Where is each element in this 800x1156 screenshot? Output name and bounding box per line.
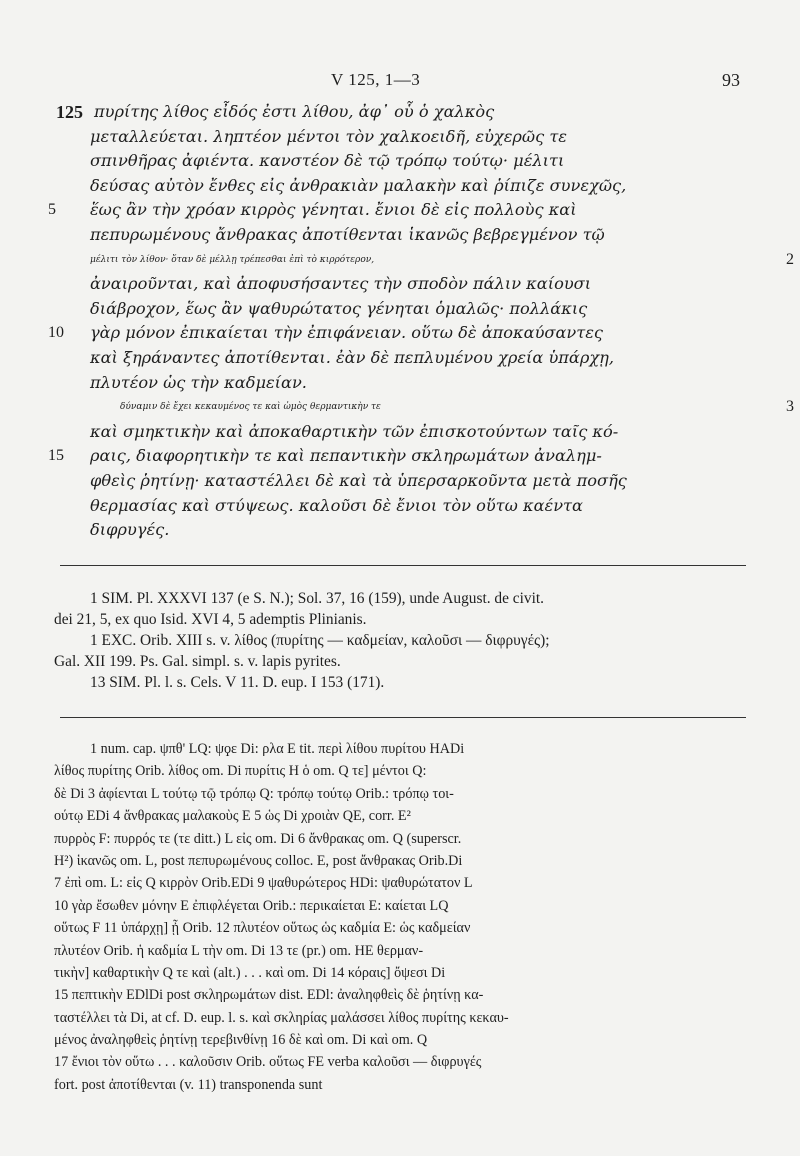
line-text: καὶ σμηκτικὴν καὶ ἀποκαθαρτικὴν τῶν ἐπισκοτούντων ταῖς κό- — [90, 421, 619, 441]
divider-rule — [60, 565, 746, 566]
text-line — [56, 248, 794, 273]
margin-number: 3 — [786, 398, 794, 416]
margin-number: 2 — [786, 250, 794, 268]
source-line: dei 21, 5, ex quo Isid. XVI 4, 5 ademptis Plinianis. — [54, 611, 367, 628]
text-line — [56, 149, 756, 174]
apparatus-line: μένος ἀναληφθεὶς ῥητίνῃ τερεβινθίνῃ 16 δὲ καὶ om. Di καὶ om. Q — [54, 1032, 428, 1049]
text-line — [56, 272, 756, 297]
line-text: πυρίτης λίθος εἶδός ἐστι λίθου, ἀφ᾽ οὗ ὁ χαλκὸς — [94, 102, 495, 121]
line-text: φθεὶς ῥητίνῃ· καταστέλλει δὲ καὶ τὰ ὑπερσαρκοῦντα μετὰ ποσῆς — [90, 470, 627, 490]
page-number: 93 — [722, 70, 740, 90]
apparatus-line: οὕτως F 11 ὑπάρχῃ] ᾖ Orib. 12 πλυτέον οὕτως ὡς καδμία E: ὡς καδμείαν — [54, 920, 471, 937]
critical-apparatus — [54, 738, 754, 1096]
line-text: μεταλλεύεται. ληπτέον μέντοι τὸν χαλκοειδῆ, εὐχερῶς τε — [90, 126, 567, 146]
source-line: 1 EXC. Orib. XIII s. v. λίθος (πυρίτης — καδμείαν, καλοῦσι — διφρυγές); — [90, 632, 550, 649]
line-number: 10 — [48, 324, 64, 342]
line-text: ραις, διαφορητικὴν τε καὶ πεπαντικὴν σκληρωμάτων ἀναλημ- — [90, 446, 602, 466]
source-line: 13 SIM. Pl. l. s. Cels. V 11. D. eup. I 153 (171). — [90, 674, 385, 691]
line-text: καὶ ξηράναντες ἀποτίθενται. ἐὰν δὲ πεπλυμένου χρεία ὑπάρχῃ, — [90, 347, 615, 367]
source-line: 1 SIM. Pl. XXXVI 137 (e S. N.); Sol. 37, 16 (159), unde August. de civit. — [90, 590, 545, 607]
apparatus-line: 15 πεπτικὴν EDlDi post σκληρωμάτων dist. EDl: ἀναληφθεὶς δὲ ῥητίνῃ κα- — [54, 987, 484, 1004]
apparatus-line: fort. post ἀποτίθενται (v. 11) transponenda sunt — [54, 1076, 323, 1093]
text-line — [56, 395, 794, 420]
text-line — [56, 100, 756, 125]
page-header — [0, 70, 800, 94]
text-line — [56, 420, 756, 445]
apparatus-line: τικὴν] καθαρτικὴν Q τε καὶ (alt.) . . . καὶ om. Di 14 κόραις] ὄψεσι Di — [54, 964, 446, 981]
divider-rule — [60, 717, 746, 718]
apparatus-line: ούτῳ EDi 4 ἄνθρακας μαλακοὺς E 5 ὡς Di χροιὰν QE, corr. E² — [54, 808, 411, 825]
line-text: πλυτέον ὡς τὴν καδμείαν. — [90, 372, 307, 392]
apparatus-line: 10 γὰρ ἔσωθεν μόνην E ἐπιφλέγεται Orib.: περικαίεται E: καίεται LQ — [54, 897, 449, 914]
line-number: 15 — [48, 447, 64, 465]
line-text: θερμασίας καὶ στύψεως. καλοῦσι δὲ ἔνιοι τὸν οὕτω καέντα — [90, 495, 583, 515]
text-line — [56, 371, 756, 396]
text-line — [56, 223, 756, 248]
apparatus-line: ταστέλλει τὰ Di, at cf. D. eup. l. s. καὶ σκληρίας μαλάσσει λίθος πυρίτης κεκαυ- — [54, 1009, 509, 1026]
text-line — [56, 494, 756, 519]
text-line — [56, 297, 756, 322]
apparatus-line: πυρρὸς F: πυρρός τε (τε ditt.) L εἰς om. Di 6 ἄνθρακας om. Q (superscr. — [54, 830, 462, 847]
line-text: διάβροχον, ἕως ἂν ψαθυρώτατος γένηται ὁμαλῶς· πολλάκις — [90, 298, 588, 318]
text-line — [56, 125, 756, 150]
text-line — [56, 518, 756, 543]
line-text: δύναμιν δὲ ἔχει κεκαυμένος τε καὶ ὠμὸς θερμαντικὴν τε — [120, 402, 381, 413]
apparatus-line: 7 ἐπὶ om. L: εἰς Q κιρρὸν Orib.EDi 9 ψαθυρώτερος HDi: ψαθυρώτατον L — [54, 875, 473, 892]
line-text: ἀναιροῦνται, καὶ ἀποφυσήσαντες τὴν σποδὸν πάλιν καίουσι — [90, 274, 592, 294]
apparatus-line: δὲ Di 3 ἀφίενται L τούτῳ τῷ τρόπῳ Q: τρόπῳ τούτῳ Orib.: τρόπῳ τοι- — [54, 785, 454, 802]
apparatus-line: πλυτέον Orib. ἡ καδμία L τὴν om. Di 13 τε (pr.) om. HE θερμαν- — [54, 942, 424, 959]
text-line — [56, 346, 756, 371]
running-head: V 125, 1—3 — [331, 70, 421, 89]
sources-apparatus — [54, 588, 754, 693]
text-line — [48, 444, 756, 469]
main-greek-text — [48, 100, 794, 543]
line-text: ἕως ἂν τὴν χρόαν κιρρὸς γένηται. ἔνιοι δὲ εἰς πολλοὺς καὶ — [90, 200, 577, 220]
chapter-number: 125 — [56, 102, 83, 122]
line-text: διφρυγές. — [90, 520, 170, 540]
apparatus-line: 17 ἔνιοι τὸν οὕτω . . . καλοῦσιν Orib. οὕτως FE verba καλοῦσι — διφρυγές — [54, 1054, 482, 1071]
line-text: σπινθῆρας ἀφιέντα. κανστέον δὲ τῷ τρόπῳ τούτῳ· μέλιτι — [90, 151, 565, 171]
line-text: γὰρ μόνον ἐπικαίεται τὴν ἐπιφάνειαν. οὕτω δὲ ἀποκαύσαντες — [90, 323, 603, 343]
source-line: Gal. XII 199. Ps. Gal. simpl. s. v. lapis pyrites. — [54, 653, 341, 670]
apparatus-line: λίθος πυρίτης Orib. λίθος om. Di πυρίτις H ὁ om. Q τε] μέντοι Q: — [54, 763, 427, 780]
text-line — [48, 321, 756, 346]
line-number: 5 — [48, 201, 56, 219]
line-text: μέλιτι τὸν λίθον· ὅταν δὲ μέλλῃ τρέπεσθαι ἐπὶ τὸ κιρρότερον, — [90, 254, 375, 265]
line-text: δεύσας αὐτὸν ἔνθες εἰς ἀνθρακιὰν μαλακὴν καὶ ῥίπιζε συνεχῶς, — [90, 175, 627, 195]
text-line — [56, 174, 756, 199]
text-line — [48, 198, 756, 223]
text-line — [56, 469, 756, 494]
apparatus-line: H²) ἱκανῶς om. L, post πεπυρωμένους colloc. E, post ἄνθρακας Orib.Di — [54, 852, 463, 869]
line-text: πεπυρωμένους ἄνθρακας ἀποτίθενται ἱκανῶς βεβρεγμένον τῷ — [90, 224, 605, 244]
apparatus-line: 1 num. cap. ψπθ' LQ: ψϙε Di: ρλα E tit. περὶ λίθου πυρίτου HADi — [90, 741, 465, 757]
